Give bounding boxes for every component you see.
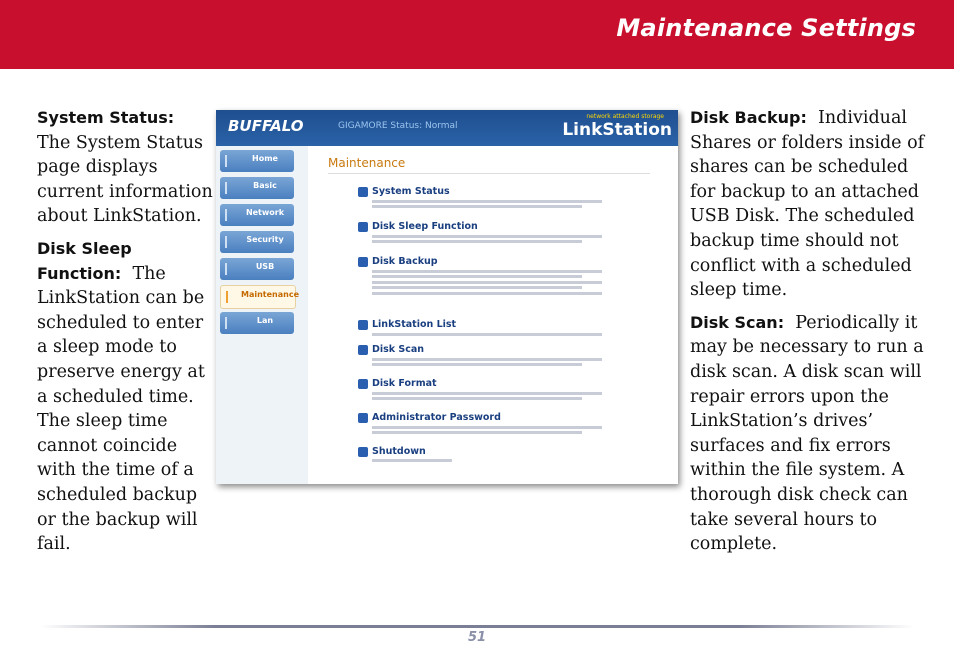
entry-linkstation-list	[358, 319, 602, 336]
entry-title: Administrator Password	[358, 412, 602, 423]
maintenance-screenshot	[216, 110, 678, 484]
screenshot-header-bar	[216, 110, 678, 146]
nav-label: Basic	[253, 181, 277, 190]
entry-disk-backup	[358, 256, 602, 295]
screenshot-content	[328, 156, 650, 174]
nav-item-basic	[220, 177, 294, 199]
buffalo-logo: BUFFALO	[228, 117, 304, 135]
disk-backup-text: Individual Shares or folders inside of shares can be scheduled for backup to an attached USB Disk. The scheduled backup time should not conflict with a scheduled sleep time.	[690, 108, 925, 301]
entry-title: Shutdown	[358, 446, 452, 457]
footer-divider	[40, 625, 914, 628]
entry-disk-sleep	[358, 221, 602, 243]
nav-label: Security	[246, 235, 284, 244]
entry-title: Disk Scan	[358, 344, 602, 355]
menu-icon	[226, 291, 238, 303]
disk-sleep-heading: Disk Sleep Function:	[37, 238, 132, 283]
entry-title: System Status	[358, 186, 602, 197]
screenshot-status: GIGAMORE Status: Normal	[338, 121, 458, 131]
nav-item-home	[220, 150, 294, 172]
disk-scan-heading: Disk Scan:	[690, 312, 785, 332]
menu-icon	[225, 155, 237, 167]
system-status-paragraph	[37, 106, 215, 229]
disk-backup-paragraph	[690, 106, 926, 303]
page-number: 51	[467, 630, 487, 645]
entry-title: Disk Format	[358, 378, 602, 389]
left-column	[37, 106, 215, 565]
menu-icon	[225, 317, 237, 329]
entry-title: Disk Sleep Function	[358, 221, 602, 232]
linkstation-brand: LinkStation	[562, 120, 672, 140]
nav-item-lan	[220, 312, 294, 334]
nav-label: Maintenance	[241, 290, 300, 299]
disk-scan-paragraph	[690, 311, 926, 557]
entry-title: LinkStation List	[358, 319, 602, 330]
entry-disk-format	[358, 378, 602, 400]
nav-label: Home	[252, 154, 278, 163]
disk-backup-heading: Disk Backup:	[690, 108, 807, 127]
page-header	[0, 0, 954, 69]
entry-shutdown	[358, 446, 452, 462]
nav-item-usb	[220, 258, 294, 280]
content-title: Maintenance	[328, 156, 650, 174]
nav-item-security	[220, 231, 294, 253]
entry-title: Disk Backup	[358, 256, 602, 267]
disk-sleep-paragraph	[37, 237, 215, 557]
menu-icon	[225, 263, 237, 275]
menu-icon	[225, 236, 237, 248]
disk-sleep-text: The LinkStation can be scheduled to enter a sleep mode to preserve energy at a scheduled time. The sleep time cannot coincide with the time of a scheduled backup or the backup will fail.	[37, 263, 205, 555]
nav-item-maintenance	[220, 285, 300, 309]
entry-system-status	[358, 186, 602, 208]
system-status-heading: System Status:	[37, 108, 175, 127]
disk-scan-text: Periodically it may be necessary to run a disk scan. A disk scan will repair errors upon the LinkStation’s drives’ surfaces and fix errors within the file system. A thorough disk check can take several hours to complete.	[690, 312, 924, 555]
entry-disk-scan	[358, 344, 602, 366]
system-status-text: The System Status page displays current information about LinkStation.	[37, 132, 213, 227]
menu-icon	[225, 182, 237, 194]
nav-label: Network	[245, 208, 285, 217]
menu-icon	[225, 209, 237, 221]
right-column	[690, 106, 926, 565]
page-title: Maintenance Settings	[616, 14, 916, 42]
screenshot-brand-sub: network attached storage	[586, 113, 664, 120]
entry-admin-password	[358, 412, 602, 434]
nav-item-network	[220, 204, 294, 226]
screenshot-nav	[216, 146, 308, 484]
nav-label: Lan	[256, 316, 274, 325]
nav-label: USB	[255, 262, 275, 271]
